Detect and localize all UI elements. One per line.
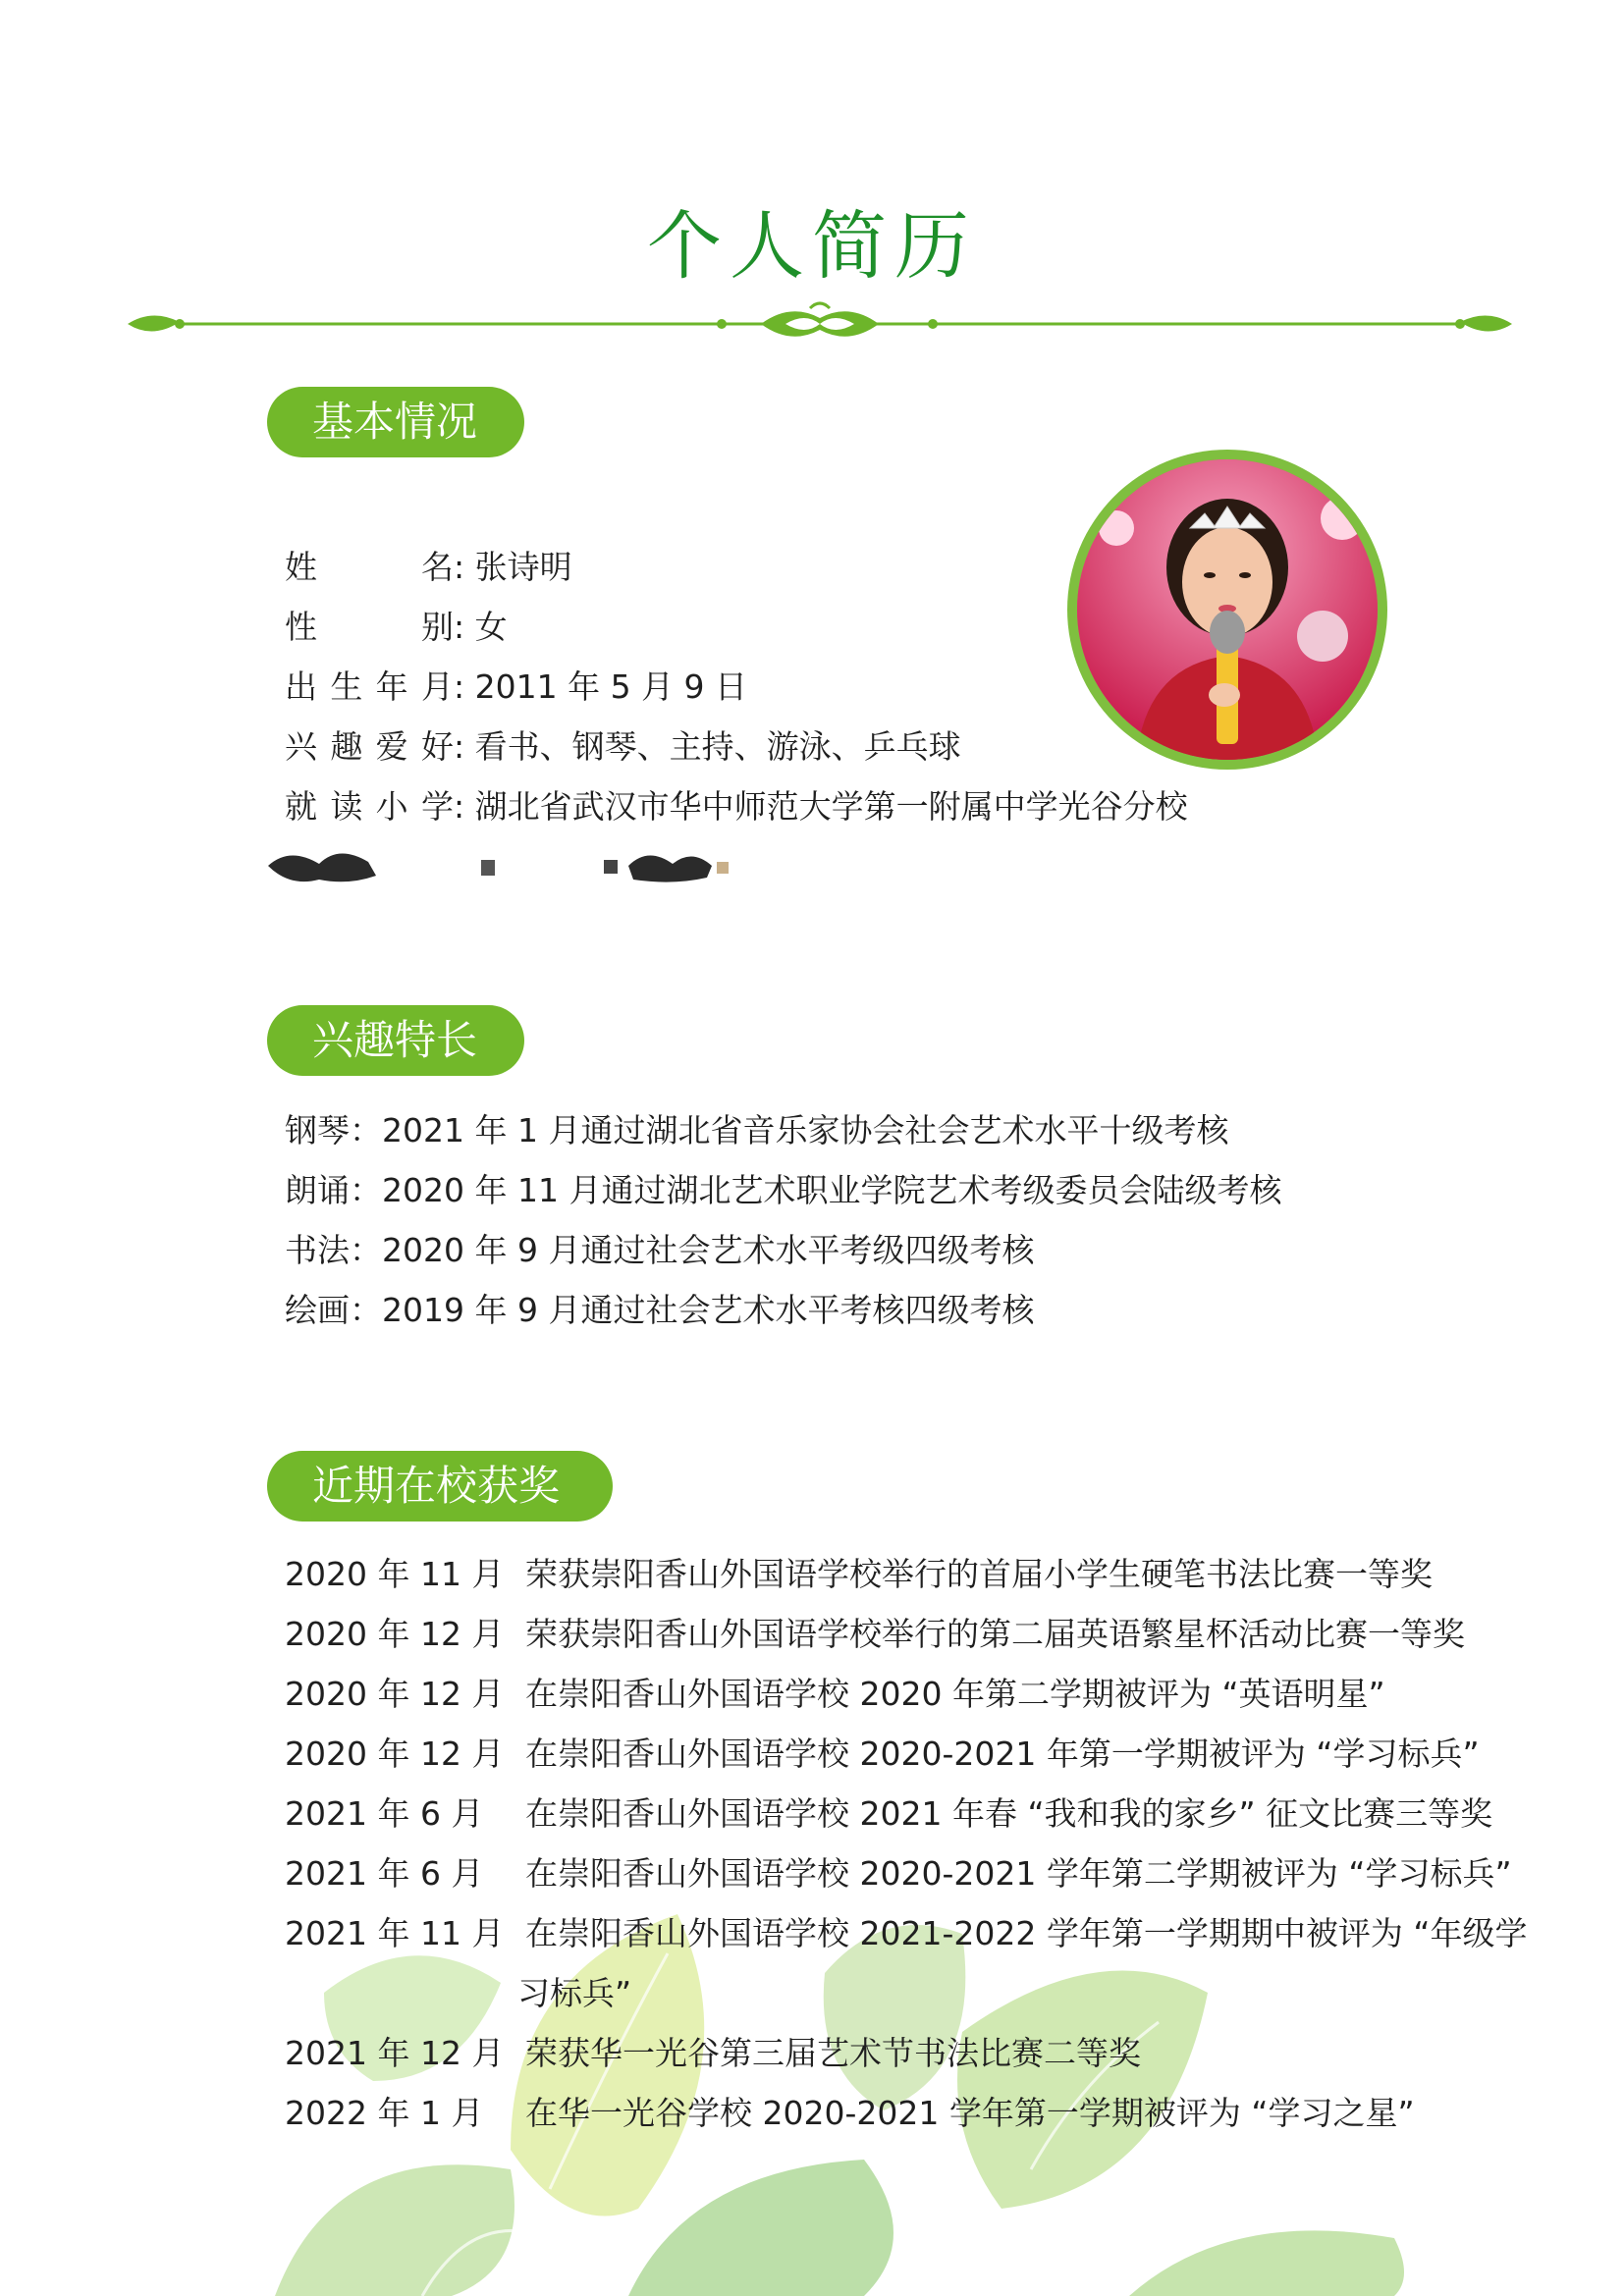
profile-photo (1067, 450, 1387, 770)
award-date: 2021 年 12 月 (285, 2034, 505, 2072)
award-date: 2020 年 12 月 (285, 1735, 505, 1773)
field-label: 姓名 (285, 548, 454, 586)
colon: : (454, 548, 465, 586)
field-label: 兴趣爱好 (285, 727, 454, 766)
section-header-interests: 兴趣特长 (267, 1005, 524, 1076)
award-text: 在崇阳香山外国语学校 2020-2021 年第一学期被评为 “学习标兵” (525, 1735, 1480, 1773)
field-label: 就读小学 (285, 787, 454, 826)
award-text: 荣获华一光谷第三届艺术节书法比赛二等奖 (525, 2034, 1141, 2072)
award-text: 在崇阳香山外国语学校 2020-2021 学年第二学期被评为 “学习标兵” (525, 1854, 1512, 1893)
field-value: 湖北省武汉市华中师范大学第一附属中学光谷分校 (474, 787, 1188, 826)
list-item: 朗诵：2020 年 11 月通过湖北艺术职业学院艺术考级委员会陆级考核 (285, 1171, 1282, 1209)
award-text: 在华一光谷学校 2020-2021 学年第一学期被评为 “学习之星” (525, 2094, 1415, 2132)
field-value: 女 (474, 608, 508, 646)
award-text: 荣获崇阳香山外国语学校举行的首届小学生硬笔书法比赛一等奖 (525, 1555, 1433, 1593)
award-text: 习标兵” (517, 1974, 632, 2012)
colon: : (454, 667, 465, 706)
field-value: 2011 年 5 月 9 日 (474, 667, 748, 706)
basic-row-school (285, 785, 1188, 828)
field-value: 看书、钢琴、主持、游泳、乒乓球 (474, 727, 961, 766)
field-label: 性别 (285, 608, 454, 646)
colon: : (454, 787, 465, 826)
award-text: 荣获崇阳香山外国语学校举行的第二届英语繁星杯活动比赛一等奖 (525, 1615, 1465, 1653)
award-date: 2020 年 11 月 (285, 1555, 505, 1593)
basic-row-hobbies (285, 725, 961, 769)
award-date: 2021 年 11 月 (285, 1914, 505, 1952)
page-title: 个人简历 (647, 202, 977, 290)
colon: : (454, 727, 465, 766)
basic-row-birth (285, 666, 747, 709)
award-text: 在崇阳香山外国语学校 2020 年第二学期被评为 “英语明星” (525, 1675, 1385, 1713)
list-item: 钢琴：2021 年 1 月通过湖北省音乐家协会社会艺术水平十级考核 (285, 1111, 1229, 1149)
redacted-text (260, 836, 731, 891)
award-date: 2020 年 12 月 (285, 1615, 505, 1653)
award-date: 2022 年 1 月 (285, 2094, 484, 2132)
award-date: 2020 年 12 月 (285, 1675, 505, 1713)
list-item: 书法：2020 年 9 月通过社会艺术水平考级四级考核 (285, 1231, 1035, 1269)
ornament-divider-icon (123, 294, 1517, 353)
list-item: 绘画：2019 年 9 月通过社会艺术水平考核四级考核 (285, 1291, 1035, 1329)
award-date: 2021 年 6 月 (285, 1854, 484, 1893)
basic-row-gender (285, 606, 508, 649)
award-text: 在崇阳香山外国语学校 2021-2022 学年第一学期期中被评为 “年级学 (525, 1914, 1528, 1952)
field-value: 张诗明 (474, 548, 572, 586)
basic-row-name (285, 546, 572, 589)
colon: : (454, 608, 465, 646)
award-text: 在崇阳香山外国语学校 2021 年春 “我和我的家乡” 征文比赛三等奖 (525, 1794, 1493, 1833)
field-label: 出生年月 (285, 667, 454, 706)
section-header-basic: 基本情况 (267, 387, 524, 457)
award-date: 2021 年 6 月 (285, 1794, 484, 1833)
section-header-awards: 近期在校获奖 (267, 1451, 613, 1522)
